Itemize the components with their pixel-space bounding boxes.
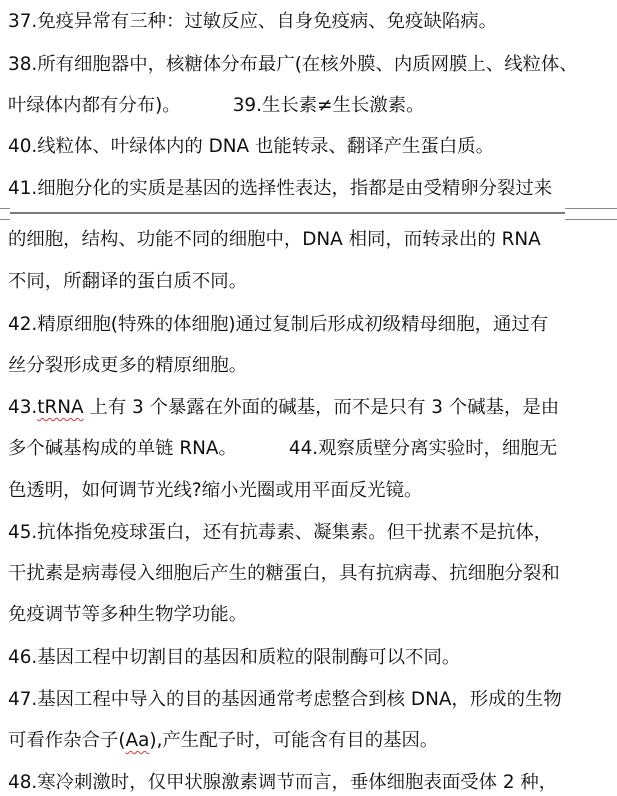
item-43-part-1: 上有 3 个暴露在外面的碱基，而不是只有 3 个碱基，是由 [83,397,560,418]
text-line [8,10,497,34]
text-line [8,729,438,753]
text-line [8,688,562,712]
item-41-part-1: 41.细胞分化的实质是基因的选择性表达，指都是由受精卵分裂过来 [8,178,553,199]
item-41-part-2: 的细胞，结构、功能不同的细胞中，DNA 相同，而转录出的 RNA [8,229,541,250]
text-line [8,94,425,118]
text-line [8,270,247,294]
text-line [8,771,557,795]
text-line [8,313,548,337]
item-42-part-1: 42.精原细胞(特殊的体细胞)通过复制后形成初级精母细胞，通过有 [8,314,549,335]
item-46: 46.基因工程中切割目的基因和质粒的限制酶可以不同。 [8,647,461,668]
page-break-marker-right [565,208,617,220]
item-43-part-2: 多个碱基构成的单链 RNA。 [8,438,237,459]
text-line [8,603,247,627]
text-line [8,646,460,670]
item-38-part-2: 叶绿体内都有分布)。 [8,95,181,116]
genotype-term: Aa [125,730,150,751]
item-45-part-1: 45.抗体指免疫球蛋白，还有抗毒素、凝集素。但干扰素不是抗体， [8,522,553,543]
item-37: 37.免疫异常有三种：过敏反应、自身免疫病、免疫缺陷病。 [8,11,498,32]
text-line [8,521,552,545]
text-line [8,396,559,420]
item-47-part-2: 可看作杂合子( [8,730,126,751]
item-39: 39.生长素≠生长激素。 [232,95,425,116]
item-40: 40.线粒体、叶绿体内的 DNA 也能转录、翻译产生蛋白质。 [8,136,495,157]
item-41-part-3: 不同，所翻译的蛋白质不同。 [8,271,248,292]
item-45-part-3: 免疫调节等多种生物学功能。 [8,604,248,625]
item-47-part-3: ),产生配子时，可能含有目的基因。 [149,730,439,751]
item-43-number: 43. [8,397,38,418]
item-48: 48.寒冷刺激时，仅甲状腺激素调节而言，垂体细胞表面受体 2 种， [8,772,558,793]
text-line [8,437,557,461]
trna-term: tRNA [37,397,84,418]
item-44-part-1: 44.观察质壁分离实验时，细胞无 [288,438,558,459]
item-38-part-1: 38.所有细胞器中，核糖体分布最广(在核外膜、内质网膜上、线粒体、 [8,54,578,75]
text-line [8,479,422,503]
item-45-part-2: 干扰素是病毒侵入细胞后产生的糖蛋白，具有抗病毒、抗细胞分裂和 [8,563,560,584]
text-line [8,135,494,159]
text-line [8,562,560,586]
text-line [8,228,541,252]
page-break-marker-left [0,208,10,220]
text-line [8,53,578,77]
page-break-divider [0,212,617,214]
item-42-part-2: 丝分裂形成更多的精原细胞。 [8,355,248,376]
item-44-part-2: 色透明，如何调节光线?缩小光圈或用平面反光镜。 [8,480,423,501]
text-line [8,354,247,378]
text-line [8,177,552,201]
item-47-part-1: 47.基因工程中导入的目的基因通常考虑整合到核 DNA，形成的生物 [8,689,562,710]
